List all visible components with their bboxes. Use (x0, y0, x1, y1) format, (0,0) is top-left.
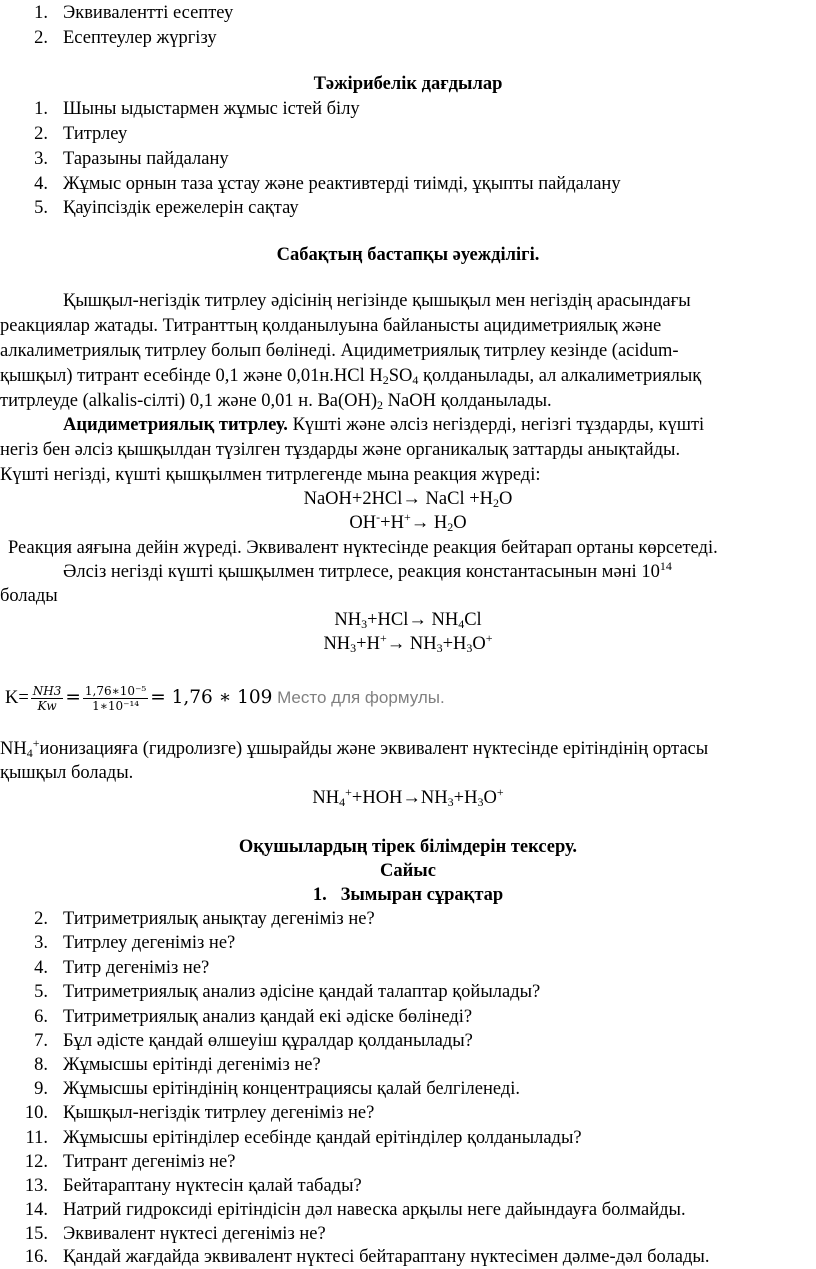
list-number: 8. (34, 1055, 48, 1075)
list-item: Бұл әдісте қандай өлшеуіш құралдар қолданылады? (63, 1031, 473, 1051)
list-item: Титриметриялық анықтау дегеніміз не? (63, 909, 375, 929)
formula-placeholder[interactable]: Место для формулы. (277, 688, 445, 707)
lesson-heading: Сабақтың бастапқы әуежділігі. (276, 245, 540, 265)
paragraph-line: Қышқыл-негiздiк титрлеу әдiсiнiң негiзiнде қышықыл мен негiздiң арасындағы (63, 291, 691, 311)
list-item: Жұмысшы ерітіндінің концентрациясы қалай белгіленеді. (63, 1079, 521, 1099)
list-number: 11. (25, 1128, 48, 1148)
list-item: Қауіпсіздік ережелерін сақтау (63, 198, 299, 218)
list-item: Шыны ыдыстармен жұмыс істей білу (63, 99, 360, 119)
list-number: 1. (34, 3, 48, 23)
fraction: $\frac{NH3}{Kw}$ (32, 684, 62, 714)
list-item: Титрлеу (63, 124, 128, 144)
equation: $NH_4^++HOH\to NH_3+H_3O^+$ (312, 785, 504, 809)
list-item: Титриметриялық анализ әдісіне қандай талаптар қойылады? (63, 982, 541, 1002)
list-item: Жұмыс орнын таза ұстау және реактивтерді тиімді, ұқыпты пайдалану (63, 174, 621, 194)
list-number: 9. (34, 1079, 48, 1099)
quiz-subheading: Сайыс (380, 861, 436, 881)
list-number: 2. (34, 124, 48, 144)
list-item: Қышқыл-негіздік титрлеу дегеніміз не? (63, 1103, 375, 1123)
equation: $OH^-+H^+\to H_2O$ (349, 510, 467, 534)
paragraph-line: реакциялар жатады. Титранттың қолданылуына байланысты ацидиметриялық және (0, 316, 662, 336)
list-item: Эквивалент нүктесі дегеніміз не? (63, 1224, 326, 1244)
list-item: Натрий гидроксиді ерітіндісін дәл навеска арқылы неге дайындауға болмайды. (63, 1200, 686, 1220)
list-number: 2. (34, 909, 48, 929)
list-item: Титр дегеніміз не? (63, 958, 210, 978)
list-item: Эквиваленттi есептеу (63, 3, 234, 23)
quiz-heading: Оқушылардың тірек білімдерін тексеру. (238, 837, 578, 857)
list-item: Титриметриялық анализ қандай екі әдіске бөлінеді? (63, 1007, 473, 1027)
paragraph-line: алкалиметриялық титрлеу болып бөлiнедi. Ацидиметриялық титрлеу кезiнде (acidum- (0, 341, 679, 361)
list-number: 12. (24, 1152, 48, 1172)
paragraph-line: болады (0, 586, 58, 606)
list-number: 10. (24, 1103, 48, 1123)
list-number: 6. (34, 1007, 48, 1027)
equation: NaOH+2HCl→ NaCl $+H_2O$ (303, 489, 513, 510)
paragraph-line: негiз бен әлсiз қышқылдан түзiлген тұздарды және органикалық заттарды анықтайды. (0, 440, 681, 460)
paragraph-line: Ацидиметриялық титрлеу. Күшті және әлсіз негіздерді, негізгі тұздарды, күшті (63, 415, 705, 435)
paragraph-line: $NH_4^+ионизацияға$ (гидролизге) ұшырайды және эквивалент нүктесiнде ерiтiндiнiң ортасы (0, 736, 709, 760)
list-number: 5. (34, 198, 48, 218)
paragraph-line: қышқыл) титрант есебiнде 0,1 және 0,01н.HCl $H_2SO_4$ қолданылады, ал алкалиметриялық (0, 366, 702, 387)
list-number: 7. (34, 1031, 48, 1051)
formula: K= $\frac{NH3}{Kw}$ = $\frac{\text{1,76∗10⁻⁵}}{\text{1∗10⁻¹⁴}}$ = 1,76 ∗ 109 Место для формулы. (5, 684, 445, 714)
paragraph-line: Реакция аяғына дейiн жүредi. Эквивалент нүктесiнде реакция бейтарап ортаны көрсетедi. (8, 538, 718, 558)
list-number: 14. (24, 1200, 48, 1220)
list-item: Титрант дегеніміз не? (63, 1152, 236, 1172)
list-number: 2. (34, 28, 48, 48)
paragraph-line: Күшті негізді, күшті қышқылмен титрлегенде мына реакция жүреді: (0, 465, 541, 485)
list-number: 4. (34, 174, 48, 194)
list-number: 3. (34, 933, 48, 953)
list-item: Таразыны пайдалану (63, 149, 229, 169)
equation: $NH_3+H^+\to NH_3+H_3O^+$ (323, 631, 493, 655)
list-item: Титрлеу дегеніміз не? (63, 933, 236, 953)
equation: $NH_3+HCl\to NH_4Cl$ (334, 610, 482, 631)
list-number: 13. (24, 1176, 48, 1196)
list-number: 1. (34, 99, 48, 119)
list-item: Бейтараптану нүктесін қалай табады? (63, 1176, 362, 1196)
fraction: $\frac{\text{1,76∗10⁻⁵}}{\text{1∗10⁻¹⁴}}$ (84, 684, 147, 714)
skills-heading: Тәжірибелік дағдылар (313, 74, 503, 94)
paragraph-line: Әлсiз негiздi күштi қышқылмен титрлесе, реакция константасынын мәнi $10^{14}$ (63, 559, 672, 582)
quiz-section-heading: 1. Зымыран сұрақтар (312, 885, 504, 905)
list-item: Жұмысшы ерітінділер есебінде қандай ерітінділер қолданылады? (63, 1128, 582, 1148)
list-item: Жұмысшы ерітінді дегеніміз не? (63, 1055, 321, 1075)
list-item: Қандай жағдайда эквивалент нүктесі бейтараптану нүктесімен дәлме-дәл болады. (63, 1247, 710, 1267)
paragraph-line: титрлеуде (alkalis-сiлтi) 0,1 және 0,01 н. $Ba(OH)_2$ NaOH қолданылады. (0, 391, 552, 412)
list-number: 15. (24, 1224, 48, 1244)
list-number: 4. (34, 958, 48, 978)
list-number: 16. (24, 1247, 48, 1267)
list-number: 5. (34, 982, 48, 1002)
list-item: Есептеулер жүргiзу (63, 28, 217, 48)
list-number: 3. (34, 149, 48, 169)
paragraph-line: қышқыл болады. (0, 763, 134, 783)
acidimetry-term: Ацидиметриялық титрлеу. (63, 415, 288, 435)
